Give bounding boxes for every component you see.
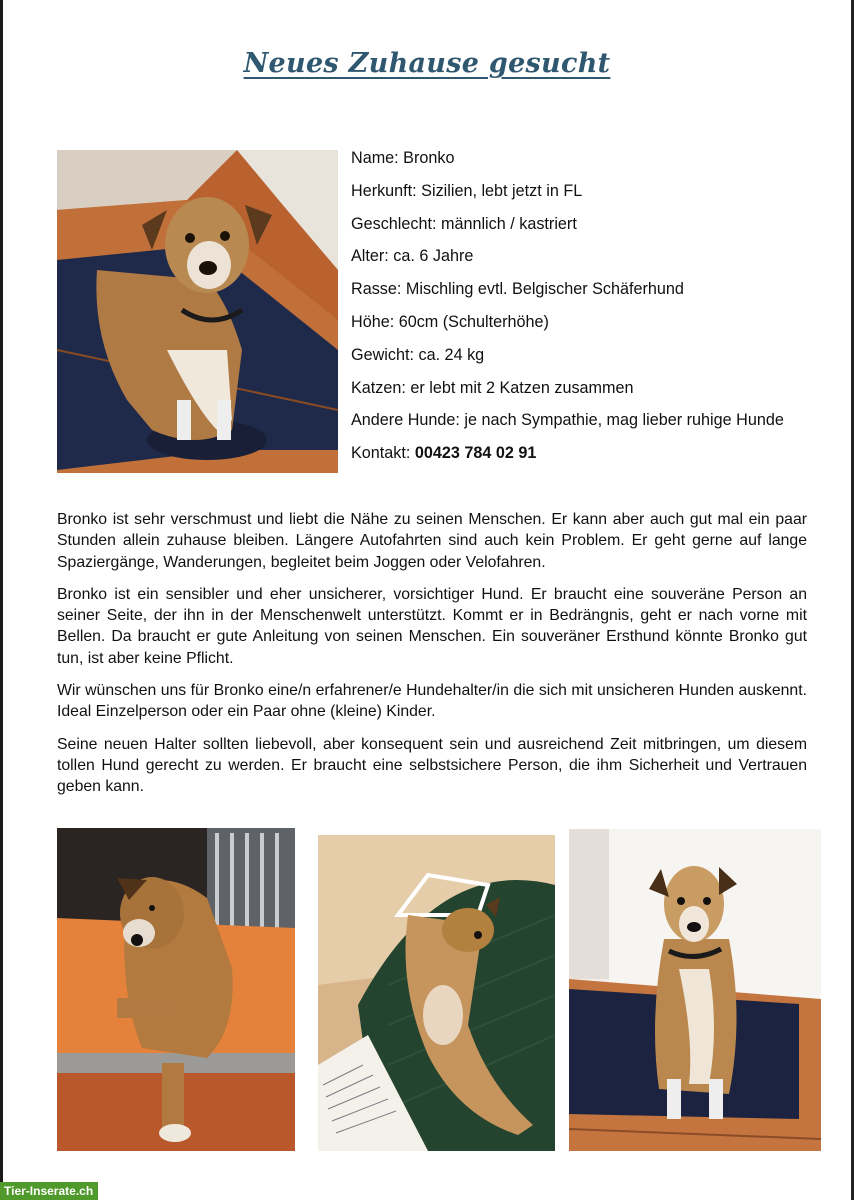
description	[57, 509, 807, 809]
profile-dogs: Andere Hunde: je nach Sympathie, mag lieber ruhige Hunde	[351, 411, 784, 430]
site-watermark[interactable]: Tier-Inserate.ch	[0, 1182, 98, 1200]
profile-name: Name: Bronko	[351, 149, 455, 167]
description-paragraph-4: Seine neuen Halter sollten liebevoll, aber konsequent sein und ausreichend Zeit mitbringen, um diesem tollen Hund gerecht zu werden. Er braucht eine selbstsichere Person, die ihm Sicherheit und Vertrauen geben kann.	[57, 735, 807, 796]
profile-sex: Geschlecht: männlich / kastriert	[351, 214, 577, 233]
contact-label: Kontakt:	[351, 444, 411, 463]
photo-dog-in-crate	[57, 828, 295, 1151]
profile-cats: Katzen: er lebt mit 2 Katzen zusammen	[351, 378, 634, 397]
profile-contact	[351, 441, 831, 474]
page-edge-left	[0, 0, 3, 1200]
profile-origin: Herkunft: Sizilien, lebt jetzt in FL	[351, 181, 583, 200]
dog-profile	[351, 146, 831, 474]
profile-breed: Rasse: Mischling evtl. Belgischer Schäferhund	[351, 280, 684, 299]
photo-dog-on-back	[318, 835, 555, 1151]
main-dog-photo	[57, 150, 338, 473]
profile-weight: Gewicht: ca. 24 kg	[351, 345, 485, 364]
description-paragraph-1: Bronko ist sehr verschmust und liebt die Nähe zu seinen Menschen. Er kann aber auch gut mal ein paar Stunden allein zuhause bleiben. Längere Autofahrten sind auch kein Problem. Er geht gerne auf lange Spaziergänge, Wanderungen, begleitet beim Joggen oder Velofahren.	[57, 511, 807, 571]
description-paragraph-2: Bronko ist ein sensibler und eher unsicherer, vorsichtiger Hund. Er braucht eine souveräne Person an seiner Seite, der ihn in der Menschenwelt unterstützt. Kommt er in Bedrängnis, geht er nach vorne mit Bellen. Da braucht er gute Anleitung von seinen Menschen. Ein souveräner Ersthund könnte Bronko gut tun, ist aber keine Pflicht.	[57, 585, 807, 667]
profile-height: Höhe: 60cm (Schulterhöhe)	[351, 312, 549, 331]
description-paragraph-3: Wir wünschen uns für Bronko eine/n erfahrener/e Hundehalter/in die sich mit unsicheren Hunden auskennt. Ideal Einzelperson oder ein Paar ohne (kleine) Kinder.	[57, 682, 807, 721]
photo-dog-sitting-door	[569, 829, 821, 1151]
profile-age: Alter: ca. 6 Jahre	[351, 247, 474, 266]
page-title: Neues Zuhause gesucht	[243, 48, 611, 79]
contact-phone[interactable]: 00423 784 02 91	[414, 444, 537, 463]
